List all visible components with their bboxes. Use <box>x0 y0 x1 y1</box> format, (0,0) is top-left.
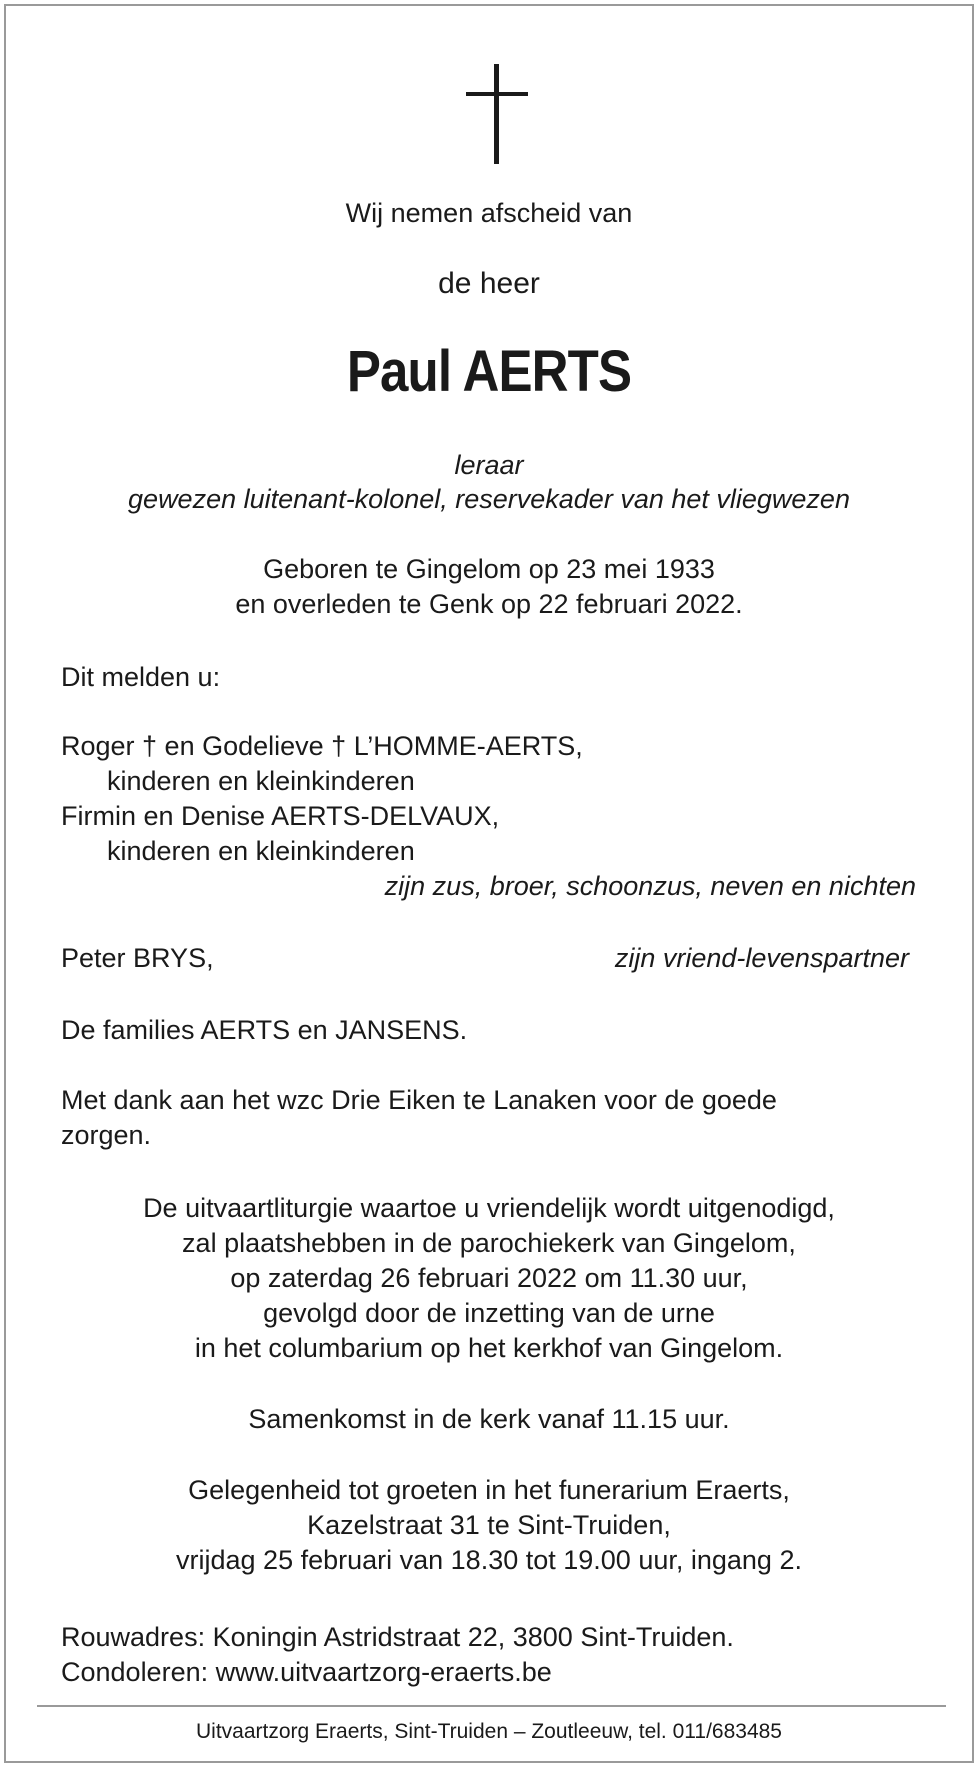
family-2: Firmin en Denise AERTS-DELVAUX, <box>61 801 500 831</box>
thanks-2: zorgen. <box>61 1120 152 1150</box>
obituary-card <box>4 4 974 1763</box>
relation-2: zijn vriend-levenspartner <box>614 943 909 973</box>
funeral-2: zal plaatshebben in de parochiekerk van Gingelom, <box>182 1228 796 1258</box>
intro-text: Wij nemen afscheid van <box>345 198 633 228</box>
family-2-sub: kinderen en kleinkinderen <box>107 836 415 866</box>
footer-text: Uitvaartzorg Eraerts, Sint-Truiden – Zoutleeuw, tel. 011/683485 <box>196 1720 782 1743</box>
condolences-text: Condoleren: www.uitvaartzorg-eraerts.be <box>61 1657 552 1687</box>
deceased-name: Paul AERTS <box>346 339 632 404</box>
birth-text: Geboren te Gingelom op 23 mei 1933 <box>263 554 715 584</box>
cross-icon <box>466 64 528 164</box>
announce-intro: Dit melden u: <box>61 662 221 692</box>
funeral-4: gevolgd door de inzetting van de urne <box>263 1298 715 1328</box>
divider <box>37 1705 946 1707</box>
occupation-2: gewezen luitenant-kolonel, reservekader van het vliegwezen <box>128 484 850 514</box>
thanks-1: Met dank aan het wzc Drie Eiken te Lanaken voor de goede <box>61 1085 777 1115</box>
occupation-1: leraar <box>454 450 524 480</box>
visitation-2: Kazelstraat 31 te Sint-Truiden, <box>307 1510 671 1540</box>
family-1: Roger † en Godelieve † L’HOMME-AERTS, <box>61 731 583 761</box>
visitation-1: Gelegenheid tot groeten in het funerarium Eraerts, <box>188 1475 790 1505</box>
title-text: de heer <box>438 267 540 300</box>
address-text: Rouwadres: Koningin Astridstraat 22, 3800 Sint-Truiden. <box>61 1622 734 1652</box>
families-text: De families AERTS en JANSENS. <box>61 1015 468 1045</box>
visitation-3: vrijdag 25 februari van 18.30 tot 19.00 uur, ingang 2. <box>176 1545 802 1575</box>
partner-name: Peter BRYS, <box>61 943 214 973</box>
gathering-text: Samenkomst in de kerk vanaf 11.15 uur. <box>248 1404 730 1434</box>
relation-1: zijn zus, broer, schoonzus, neven en nichten <box>384 871 916 901</box>
death-text: en overleden te Genk op 22 februari 2022. <box>235 589 743 619</box>
funeral-3: op zaterdag 26 februari 2022 om 11.30 uur, <box>230 1263 748 1293</box>
family-1-sub: kinderen en kleinkinderen <box>107 766 415 796</box>
funeral-1: De uitvaartliturgie waartoe u vriendelijk wordt uitgenodigd, <box>143 1193 835 1223</box>
funeral-5: in het columbarium op het kerkhof van Gingelom. <box>194 1333 784 1363</box>
